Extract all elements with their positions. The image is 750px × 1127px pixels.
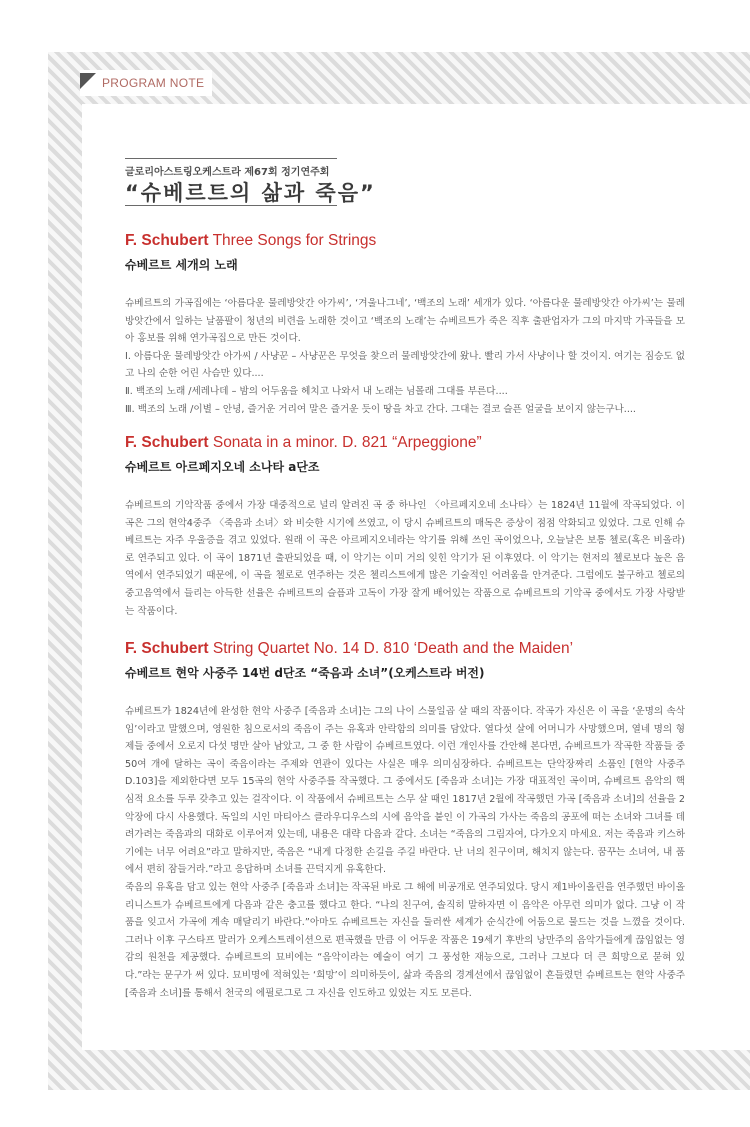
work-title: Sonata in a minor. D. 821 “Arpeggione”: [208, 434, 482, 451]
section-body: [125, 703, 685, 1002]
section-subtitle: 슈베르트 아르페지오네 소나타 a단조: [125, 460, 320, 474]
paragraph: 죽음의 유혹을 담고 있는 현악 사중주 [죽음과 소녀]는 작곡된 바로 그 해에 비공개로 연주되었다. 당시 제1바이올린을 연주했던 바이올리니스트가 슈베르트에게 다음과 같은 충고를 했다고 한다. “나의 친구여, 솔직히 말하자면 이 음악은 아무런 의미가 없다. 그냥 이 작품을 잊고서 가곡에 계속 매달리기 바란다.”아마도 슈베르트는 자신을 둘러싼 세계가 순식간에 어둠으로 물드는 것을 느꼈을 것이다. 그러나 이후 구스타프 말러가 오케스트레이션으로 편곡했을 만큼 이 어두운 작품은 19세기 후반의 낭만주의 음악가들에게 끊임없는 영감의 원천을 제공했다. 슈베르트의 묘비에는 “음악이라는 예술이 여기 그 풍성한 재능으로, 그러나 그보다 더 큰 희망으로 묻혀 있다.”라는 문구가 써 있다. 묘비명에 적혀있는 ‘희망’이 의미하듯이, 삶과 죽음의 경계선에서 끊임없이 흔들렸던 슈베르트는 현악 사중주 [죽음과 소녀]를 통해서 천국의 에필로그로 그 자신을 인도하고 있었는 지도 모른다.: [125, 881, 685, 999]
composer-name: F. Schubert: [125, 640, 209, 657]
composer-name: F. Schubert: [125, 434, 209, 451]
section-subtitle: 슈베르트 현악 사중주 14번 d단조 “죽음과 소녀”(오케스트라 버전): [125, 666, 485, 680]
section-death-and-the-maiden: [125, 640, 685, 1002]
work-title: Three Songs for Strings: [208, 232, 377, 249]
paragraph: 슈베르트의 가곡집에는 ‘아름다운 물레방앗간 아가씨’, ‘겨울나그네’, ‘백조의 노래’ 세개가 있다. ‘아름다운 물레방앗간 아가씨’는 물레방앗간에서 일하는 날품팔이 청년의 비련을 노래한 것이고 ‘백조의 노래’는 슈베르트가 죽은 직후 출판업자가 그의 마지막 가곡들을 모아 홍보를 위해 연가곡집으로 만든 것이다.: [125, 298, 685, 345]
section-title: [125, 232, 685, 250]
section-three-songs: [125, 232, 685, 418]
section-title: [125, 640, 685, 658]
list-item: Ⅰ. 아름다운 물레방앗간 아가씨 / 사냥꾼 – 사냥꾼은 무엇을 찾으러 물레방앗간에 왔나. 빨리 가서 사냥이나 할 것이지. 여기는 짐승도 없고 나의 순한 어린 사슴만 있다....: [125, 350, 685, 380]
list-item: Ⅲ. 백조의 노래 /이별 – 안녕, 즐거운 거리여 말은 즐거운 듯이 땅을 차고 간다. 그대는 결코 슬픈 얼굴을 보이지 않는구나....: [125, 403, 636, 415]
paragraph: 슈베르트의 기악작품 중에서 가장 대중적으로 널리 알려진 곡 중 하나인 〈아르페지오네 소나타〉는 1824년 11월에 작곡되었다. 이 곡은 그의 현악4중주 〈죽음과 소녀〉와 비슷한 시기에 쓰였고, 이 당시 슈베르트의 매독은 증상이 점점 악화되고 있었다. 그로 인해 슈베르트는 자주 우울증을 겪고 있었다. 원래 이 곡은 아르페지오네라는 악기를 위해 쓰인 곡이었으나, 오늘날은 보통 첼로(혹은 비올라)로 연주되고 있다. 이 곡이 1871년 출판되었을 때, 이 악기는 이미 거의 잊힌 악기가 된 이후였다. 이 악기는 현저의 첼로보다 높은 음역에서 연주되었기 때문에, 이 곡을 첼로로 연주하는 것은 첼리스트에게 많은 기술적인 어려움을 안겨준다. 그럼에도 불구하고 첼로의 중고음역에서 들리는 아득한 선율은 슈베르트의 슬픔과 고독이 가장 잘게 배어있는 작품으로 슈베르트의 기악곡 중에서도 가장 사랑받는 작품이다.: [125, 500, 685, 617]
title-rule-bottom: [125, 205, 337, 206]
section-body: [125, 497, 685, 620]
concert-subtitle: 글로리아스트링오케스트라 제67회 정기연주회: [125, 167, 330, 178]
section-arpeggione: [125, 434, 685, 620]
corner-triangle-icon: [80, 73, 96, 89]
section-title: [125, 434, 685, 452]
section-body: [125, 295, 685, 418]
composer-name: F. Schubert: [125, 232, 209, 249]
concert-title: “슈베르트의 삶과 죽음”: [125, 181, 376, 205]
program-note-label: PROGRAM NOTE: [102, 76, 205, 90]
work-title: String Quartet No. 14 D. 810 ‘Death and the Maiden’: [208, 640, 574, 657]
paragraph: 슈베르트가 1824년에 완성한 현악 사중주 [죽음과 소녀]는 그의 나이 스물일곱 살 때의 작품이다. 작곡가 자신은 이 곡을 ‘운명의 속삭임’이라고 말했으며, 영원한 침으로서의 죽음이 주는 유혹과 안락함의 의미를 담았다. 열다섯 살에 어머니가 사망했으며, 열네 명의 형제들 중에서 오로지 다섯 명만 살아 남았고, 그 중 한 사람이 슈베르트였다. 이런 개인사를 간안해 본다면, 슈베르트가 작곡한 작품들 중 50여 개에 달하는 곡이 죽음이라는 주제와 연관이 있다는 사실은 매우 의미심장하다. 슈베르트는 단악장짜리 소품인 [현악 사중주 D.103]을 제외한다면 모두 15곡의 현악 사중주를 작곡했다. 그 중에서도 [죽음과 소녀]는 가장 대표적인 곡이며, 슈베르트 음악의 핵심적 요소를 두루 갖추고 있는 걸작이다. 이 작품에서 슈베르트는 스무 살 때인 1817년 2월에 작곡했던 가곡 [죽음과 소녀]의 선율을 2악장에 다시 사용했다. 독일의 시인 마티아스 클라우디우스의 시에 음악을 붙인 이 가곡의 가사는 죽음의 공포에 떠는 소녀와 그녀를 데려가려는 죽음과의 대화로 이루어져 있는데, 내용은 대략 다음과 같다. 소녀는 “죽음의 그림자여, 다가오지 마세요. 저는 죽음과 키스하기에는 너무 어려요”라고 말하지만, 죽음은 “내게 다정한 손길을 주길 바란다. 난 너의 친구이며, 해치지 않는다. 꿈꾸는 소녀여, 내 품에서 편히 잠들거라.”라고 응답하며 소녀를 끈덕지게 유혹한다.: [125, 706, 685, 876]
section-subtitle: 슈베르트 세개의 노래: [125, 258, 238, 272]
title-rule-top: [125, 158, 337, 159]
list-item: Ⅱ. 백조의 노래 /세레나데 – 밤의 어두움을 헤치고 나와서 내 노래는 님몰래 그대를 부른다....: [125, 385, 508, 397]
